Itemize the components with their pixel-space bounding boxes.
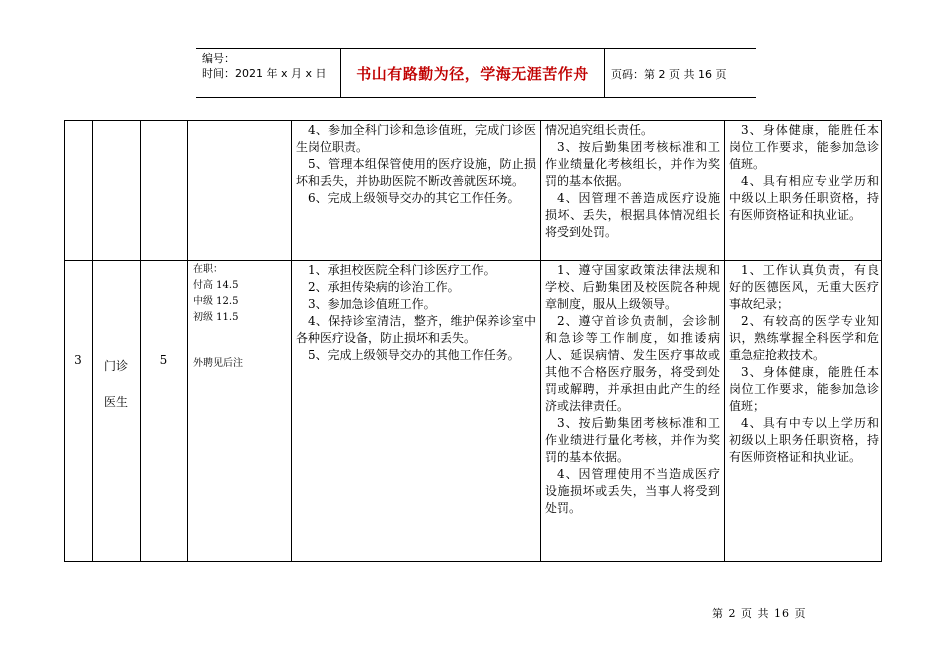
header-motto: 书山有路勤为径，学海无涯苦作舟 (356, 65, 589, 83)
staffing-line: 在职： (193, 264, 223, 275)
post-name (92, 348, 140, 420)
header-top-rule (196, 48, 756, 49)
post-name-line: 医生 (103, 395, 128, 409)
requirement-item: 1、工作认真负责，有良好的医德医风，无重大医疗事故纪录； (729, 263, 879, 311)
header-divider-right (604, 48, 605, 97)
responsibility-item: 情况追究组长责任。 (545, 123, 654, 137)
table-col-border (540, 120, 541, 561)
responsibility-item: 1、遵守国家政策法律法规和学校、后勤集团及校医院各种规章制度，服从上级领导。 (545, 263, 720, 311)
headcount: 5 (159, 353, 168, 367)
staffing-line: 初级 11.5 (193, 312, 239, 323)
table-col-border (291, 120, 292, 561)
table-col-border (724, 120, 725, 561)
table-bottom-border (64, 561, 882, 562)
duty-item: 2、承担传染病的诊治工作。 (308, 280, 460, 294)
duty-item: 4、参加全科门诊和急诊值班，完成门诊医生岗位职责。 (296, 123, 536, 154)
doc-time-label: 时间：2021 年 x 月 x 日 (202, 67, 327, 80)
duty-item: 5、完成上级领导交办的其他工作任务。 (308, 348, 520, 362)
row-number: 3 (74, 353, 82, 367)
responsibility-item: 2、遵守首诊负责制，会诊制和急诊等工作制度，如推诿病人、延误病情、发生医疗事故或其他不合格医疗服务，将受到处罚或解聘，并承担由此产生的经济或法律责任。 (545, 314, 720, 413)
duties-cell (296, 262, 536, 364)
table-col-border (64, 120, 65, 561)
responsibility-cell (545, 262, 720, 517)
duty-item: 6、完成上级领导交办的其它工作任务。 (308, 191, 520, 205)
staffing-line: 付高 14.5 (193, 280, 239, 291)
requirements-cell (729, 262, 879, 466)
header-page-number: 页码：第 2 页 共 16 页 (611, 68, 727, 81)
header-meta (202, 51, 327, 81)
requirement-item: 3、身体健康，能胜任本岗位工作要求，能参加急诊值班； (729, 365, 879, 413)
staffing-note: 外聘见后注 (193, 358, 243, 369)
responsibility-item: 4、因管理不善造成医疗设施损坏、丢失，根据具体情况组长将受到处罚。 (545, 191, 720, 239)
staffing-cell (193, 262, 289, 372)
post-name-line: 门诊 (103, 359, 128, 373)
duty-item: 4、保持诊室清洁，整齐，维护保养诊室中各种医疗设备，防止损坏和丢失。 (296, 314, 536, 345)
continued-requirements-cell (729, 122, 879, 224)
staffing-line: 中级 12.5 (193, 296, 239, 307)
duty-item: 3、参加急诊值班工作。 (308, 297, 436, 311)
requirement-item: 2、有较高的医学专业知识，熟练掌握全科医学和危重急症抢救技术。 (729, 314, 879, 362)
responsibility-item: 3、按后勤集团考核标准和工作业绩进行量化考核，并作为奖罚的基本依据。 (545, 416, 720, 464)
requirement-item: 3、身体健康，能胜任本岗位工作要求，能参加急诊值班。 (729, 123, 879, 171)
requirement-item: 4、具有相应专业学历和中级以上职务任职资格，持有医师资格证和执业证。 (729, 174, 879, 222)
continued-duties-cell (296, 122, 536, 207)
table-col-border (881, 120, 882, 561)
duty-item: 5、管理本组保管使用的医疗设施，防止损坏和丢失，并协助医院不断改善就医环境。 (296, 157, 536, 188)
continued-responsibility-cell (545, 122, 720, 241)
table-col-border (187, 120, 188, 561)
doc-number-label: 编号： (202, 52, 235, 65)
responsibility-item: 4、因管理使用不当造成医疗设施损坏或丢失，当事人将受到处罚。 (545, 467, 720, 515)
table-col-border (140, 120, 141, 561)
page-footer: 第 2 页 共 16 页 (712, 607, 807, 620)
duty-item: 1、承担校医院全科门诊医疗工作。 (308, 263, 496, 277)
table-col-border (92, 120, 93, 561)
responsibility-item: 3、按后勤集团考核标准和工作业绩量化考核组长，并作为奖罚的基本依据。 (545, 140, 720, 188)
requirement-item: 4、具有中专以上学历和初级以上职务任职资格，持有医师资格证和执业证。 (729, 416, 879, 464)
header-bottom-rule (196, 97, 756, 98)
